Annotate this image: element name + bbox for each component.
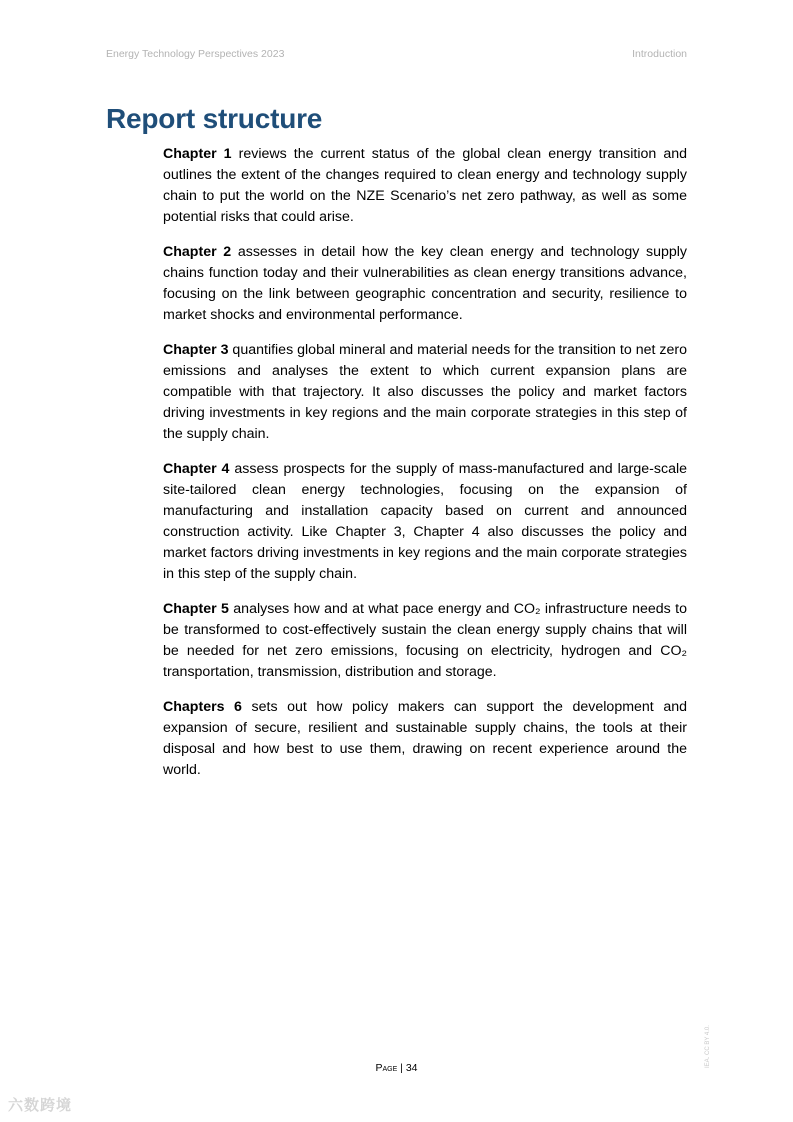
chapter-text: assess prospects for the supply of mass-manufactured and large-scale site-tailored clean energy technologies, focusing on the expansion of manufacturing and installation capacity based on current and announced construction activity. Like Chapter 3, Chapter 4 also discusses the policy and market factors driving investments in key regions and the main corporate strategies in this step of the supply chain. [163, 461, 688, 582]
chapter-lead: Chapter 1 [163, 146, 232, 162]
license-note: IEA. CC BY 4.0. [705, 1025, 711, 1068]
chapter-3-paragraph [163, 340, 687, 445]
watermark-logo: 六数跨境 [8, 1097, 73, 1114]
chapter-1-paragraph [163, 144, 687, 228]
chapter-text: quantifies global mineral and material needs for the transition to net zero emissions and analyses the extent to which current expansion plans are compatible with that trajectory. It also discusses the policy and market factors driving investments in key regions and the main corporate strategies in this step of the supply chain. [163, 342, 687, 442]
chapter-lead: Chapter 4 [163, 461, 230, 477]
page-number-footer [0, 1062, 793, 1074]
chapter-lead: Chapter 2 [163, 244, 232, 260]
page-title: Report structure [106, 103, 323, 134]
chapter-text: sets out how policy makers can support the development and expansion of secure, resilient and sustainable supply chains, the tools at their disposal and how best to use them, drawing on recent experience around the world. [163, 699, 687, 778]
chapter-4-paragraph [163, 459, 687, 585]
chapter-text: reviews the current status of the global clean energy transition and outlines the extent of the changes required to clean energy and technology supply chain to put the world on the NZE Scenario’s net zero pathway, as well as some potential risks that could arise. [163, 146, 688, 225]
page-number: 34 [405, 1062, 418, 1074]
page-separator: | [397, 1062, 406, 1074]
chapter-lead: Chapters 6 [163, 699, 242, 715]
report-structure-body [163, 144, 687, 795]
page-label: Page [375, 1062, 398, 1074]
chapter-lead: Chapter 3 [163, 342, 229, 358]
chapter-text: analyses how and at what pace energy and CO₂ infrastructure needs to be transformed to cost-effectively sustain the clean energy supply chains that will be needed for net zero emissions, focusing on electricity, hydrogen and CO₂ transportation, transmission, distribution and storage. [163, 601, 687, 680]
chapter-5-paragraph [163, 599, 687, 683]
running-header-section: Introduction [632, 48, 687, 60]
chapter-6-paragraph [163, 697, 687, 781]
chapter-lead: Chapter 5 [163, 601, 229, 617]
chapter-text: assesses in detail how the key clean energy and technology supply chains function today and their vulnerabilities as clean energy transitions advance, focusing on the link between geographic concentration and security, resilience to market shocks and environmental performance. [163, 244, 688, 323]
chapter-2-paragraph [163, 242, 687, 326]
running-header-title: Energy Technology Perspectives 2023 [106, 48, 285, 60]
